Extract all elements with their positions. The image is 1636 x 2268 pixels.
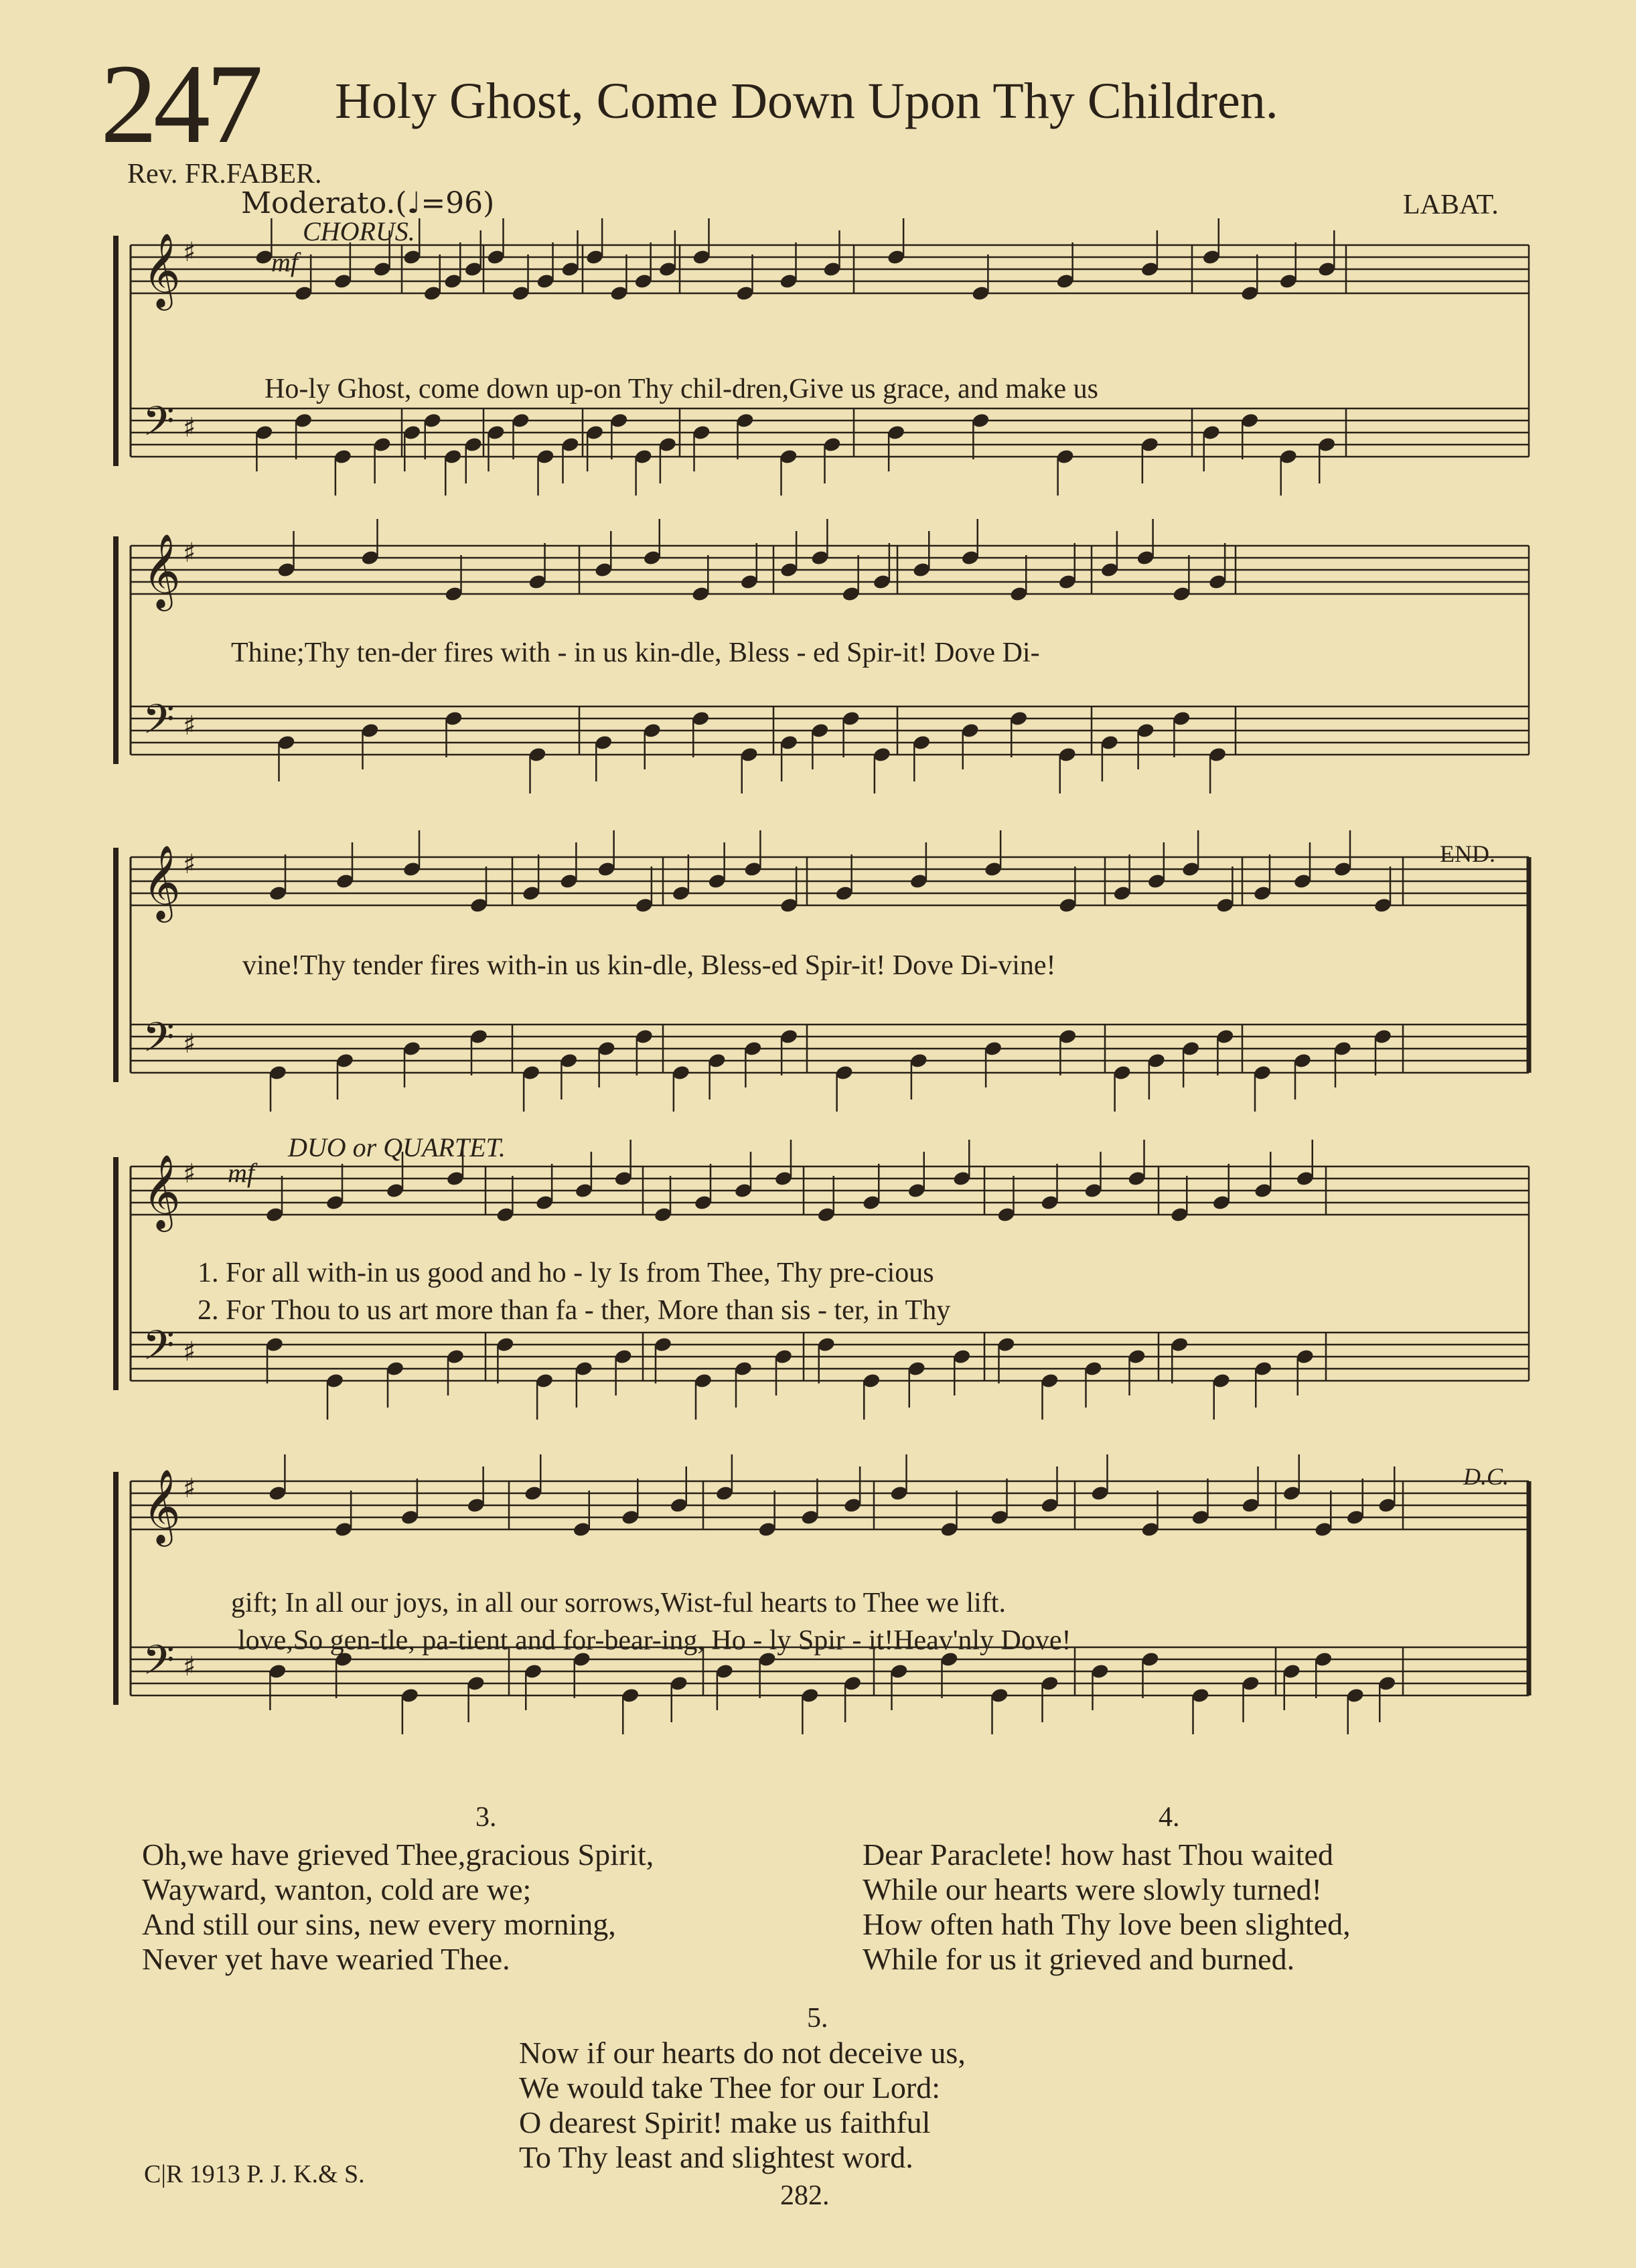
sharp-icon: ♯: [183, 412, 196, 443]
composer-credit: LABAT.: [1403, 190, 1499, 220]
bass-clef-icon: 𝄢: [143, 1014, 175, 1071]
verse-line: Dear Paraclete! how hast Thou waited: [863, 1837, 1333, 1872]
sharp-icon: ♯: [183, 237, 196, 268]
lyric-line-3: vine!Thy tender fires with-in us kin-dle, Bless-ed Spir-it! Dove Di-vine!: [242, 950, 1056, 981]
verse-line: Never yet have wearied Thee.: [142, 1942, 510, 1976]
duo-quartet-label: DUO or QUARTET.: [288, 1132, 506, 1162]
verse-line: Now if our hearts do not deceive us,: [519, 2036, 966, 2070]
verse-5: [519, 2036, 966, 2175]
sharp-icon: ♯: [183, 1473, 196, 1504]
sharp-icon: ♯: [183, 1158, 196, 1189]
author-credit: Rev. FR.FABER.: [127, 159, 322, 190]
sharp-icon: ♯: [183, 538, 196, 569]
sharp-icon: ♯: [183, 849, 196, 880]
end-marking: END.: [1440, 840, 1495, 867]
dc-marking: D.C.: [1463, 1463, 1509, 1490]
verse-4: [863, 1837, 1351, 1977]
verse-number-3: 3.: [475, 1802, 497, 1833]
treble-clef-icon: 𝄞: [143, 1468, 181, 1543]
verse-line: And still our sins, new every morning,: [142, 1907, 616, 1941]
lyric-verse-2: 2. For Thou to us art more than fa - ther, More than sis - ter, in Thy: [198, 1295, 951, 1326]
treble-clef-icon: 𝄞: [143, 232, 181, 307]
dynamic-mf: mf: [271, 247, 298, 277]
verse-line: Wayward, wanton, cold are we;: [142, 1872, 532, 1906]
bass-clef-icon: 𝄢: [143, 1322, 175, 1379]
treble-clef-icon: 𝄞: [143, 844, 181, 919]
verse-line: While our hearts were slowly turned!: [863, 1872, 1322, 1906]
sharp-icon: ♯: [183, 710, 196, 741]
verse-number-4: 4.: [1159, 1802, 1180, 1833]
sharp-icon: ♯: [183, 1337, 196, 1367]
lyric-line-1: Ho-ly Ghost, come down up-on Thy chil-dren,Give us grace, and make us: [265, 374, 1098, 404]
lyric-verse-1-cont: gift; In all our joys, in all our sorrows,Wist-ful hearts to Thee we lift.: [231, 1588, 1006, 1618]
verse-line: While for us it grieved and burned.: [863, 1942, 1295, 1976]
copyright-notice: C|R 1913 P. J. K.& S.: [144, 2160, 365, 2188]
bass-clef-icon: 𝄢: [143, 1637, 175, 1694]
tempo-marking: Moderato.(♩=96): [241, 186, 495, 220]
lyric-line-2: Thine;Thy ten-der fires with - in us kin-dle, Bless - ed Spir-it! Dove Di-: [231, 637, 1040, 668]
verse-line: O dearest Spirit! make us faithful: [519, 2105, 931, 2139]
bass-clef-icon: 𝄢: [143, 696, 175, 753]
verse-line: How often hath Thy love been slighted,: [863, 1907, 1351, 1941]
verse-line: To Thy least and slightest word.: [519, 2140, 913, 2174]
lyric-verse-2-cont: love,So gen-tle, pa-tient and for-bear-ing, Ho - ly Spir - it!Heav'nly Dove!: [238, 1625, 1071, 1656]
verse-3: [142, 1837, 654, 1977]
sharp-icon: ♯: [183, 1651, 196, 1682]
treble-clef-icon: 𝄞: [143, 533, 181, 608]
hymn-number: 247: [100, 41, 259, 167]
chorus-label: CHORUS.: [303, 216, 415, 246]
verse-number-5: 5.: [807, 2003, 828, 2034]
hymn-title: Holy Ghost, Come Down Upon Thy Children.: [335, 73, 1278, 129]
verse-line: We would take Thee for our Lord:: [519, 2070, 941, 2105]
dynamic-mf-2: mf: [228, 1158, 254, 1188]
page-number: 282.: [780, 2180, 830, 2211]
bass-clef-icon: 𝄢: [143, 398, 175, 455]
lyric-verse-1: 1. For all with-in us good and ho - ly Is from Thee, Thy pre-cious: [198, 1258, 934, 1288]
verse-line: Oh,we have grieved Thee,gracious Spirit,: [142, 1837, 654, 1872]
sharp-icon: ♯: [183, 1029, 196, 1059]
treble-clef-icon: 𝄞: [143, 1154, 181, 1229]
